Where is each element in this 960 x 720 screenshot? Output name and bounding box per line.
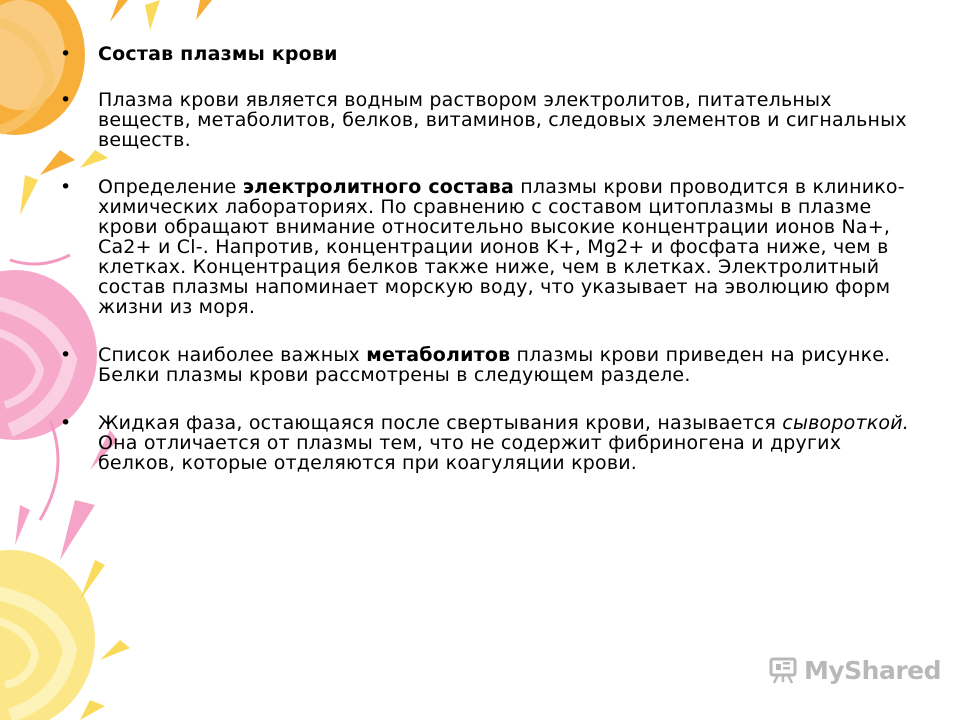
bullet-glyph: • xyxy=(60,412,72,434)
text-part: плазмы крови приведен на рисунке. Белки плазмы крови рассмотрены в следующем разделе. xyxy=(98,344,891,386)
bullet-glyph: • xyxy=(60,176,72,198)
bullet-electrolytes xyxy=(56,177,916,317)
bullet-glyph: • xyxy=(60,344,72,366)
bullet-metabolites xyxy=(56,345,916,385)
bullet-heading xyxy=(56,44,916,64)
bullet-text xyxy=(98,413,916,473)
bullet-glyph: • xyxy=(60,43,72,65)
text-part: Она отличается от плазмы тем, что не содержит фибриногена и других белков, которые отделяются при коагуляции крови. xyxy=(98,432,842,474)
bold-term: метаболитов xyxy=(366,344,511,366)
yellow-swirl-balloon xyxy=(0,550,95,720)
text-part: Определение xyxy=(98,176,243,198)
watermark-text: MyShared xyxy=(804,655,942,685)
text-part: Жидкая фаза, остающаяся после свертывания крови, называется xyxy=(98,412,783,434)
bullet-text xyxy=(98,177,916,317)
bold-term: электролитного состава xyxy=(242,176,514,198)
slide-title: Состав плазмы крови xyxy=(98,43,338,65)
bullet-text: Плазма крови является водным раствором электролитов, питательных веществ, метаболитов, белков, витаминов, следовых элементов и сигнальных веществ. xyxy=(98,89,907,151)
presentation-board-icon xyxy=(768,655,798,685)
bullet-glyph: • xyxy=(60,89,72,111)
text-part: плазмы крови проводится в клинико-химических лабораториях. По сравнению с составом цитоплазмы в плазме крови обращают внимание относительно высокие концентрации ионов Na+, Ca2+ и Cl-. Напротив, концентрации ионов K+, Mg2+ и фосфата ниже, чем в клетках. Концентрация белков также ниже, чем в клетках. Электролитный состав плазмы напоминает морскую воду, что указывает на эволюцию форм жизни из моря. xyxy=(98,176,905,318)
bullet-text xyxy=(98,345,916,385)
slide-content xyxy=(56,44,916,473)
text-part: Список наиболее важных xyxy=(98,344,367,366)
bullet-serum xyxy=(56,413,916,473)
italic-term: сывороткой. xyxy=(782,412,910,434)
bullet-plasma-definition xyxy=(56,90,916,150)
myshared-watermark xyxy=(768,655,941,685)
